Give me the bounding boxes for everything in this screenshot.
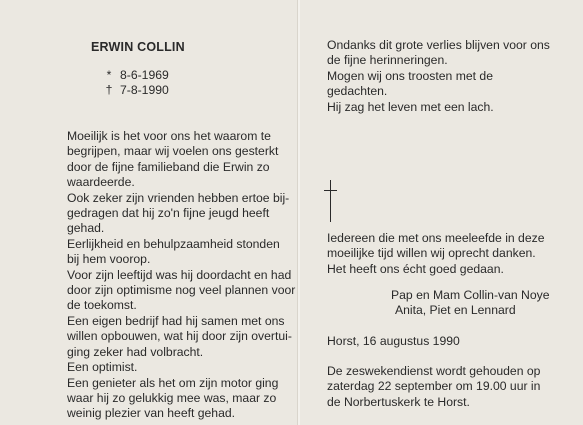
text-line: Iedereen die met ons meeleefde in deze <box>327 231 545 245</box>
text-line: waar hij zo gelukkig mee was, maar zo <box>67 390 277 405</box>
text-line: gedachten. <box>327 84 388 99</box>
text-line: willen opbouwen, wat hij door zijn overtui- <box>67 329 292 344</box>
text-line: door de fijne familieband die Erwin zo <box>67 159 270 174</box>
deceased-name: ERWIN COLLIN <box>91 40 185 54</box>
death-date: 7-8-1990 <box>120 83 169 98</box>
remembrance-text <box>327 38 550 115</box>
fold-highlight <box>298 0 300 425</box>
signature-line-parents: Pap en Mam Collin-van Noye <box>391 288 550 302</box>
text-line: bij hem voorop. <box>67 252 151 267</box>
text-line: moeilijke tijd willen wij oprecht danken. <box>327 246 536 261</box>
text-line: door zijn optimisme nog veel plannen voor <box>67 283 296 298</box>
text-line: begrijpen, maar wij voelen ons gesterkt <box>67 144 279 159</box>
signature-line-siblings: Anita, Piet en Lennard <box>395 303 516 318</box>
death-row <box>104 83 169 98</box>
text-line: Het heeft ons écht goed gedaan. <box>327 261 504 276</box>
text-line: Ondanks dit grote verlies blijven voor ons <box>327 38 550 52</box>
text-line: Eerlijkheid en behulpzaamheid stonden <box>67 236 280 251</box>
text-line: Moeilijk is het voor ons het waarom te <box>67 129 271 143</box>
text-line: weinig plezier van heeft gehad. <box>67 406 236 421</box>
place-date: Horst, 16 augustus 1990 <box>327 334 460 348</box>
cross-icon <box>324 180 338 222</box>
text-line: waardeerde. <box>67 175 135 190</box>
text-line: ging zeker had volbracht. <box>67 344 204 359</box>
text-line: Een eigen bedrijf had hij samen met ons <box>67 313 285 328</box>
text-line: De zeswekendienst wordt gehouden op <box>327 364 541 378</box>
text-line: de Norbertuskerk te Horst. <box>327 394 470 409</box>
death-cross-icon: † <box>105 83 113 98</box>
left-memorial-text <box>67 129 295 422</box>
text-line: Voor zijn leeftijd was hij doordacht en had <box>67 267 292 282</box>
birth-star-icon: * <box>106 68 112 82</box>
text-line: Een genieter als het om zijn motor ging <box>67 375 279 390</box>
text-line: Hij zag het leven met een lach. <box>327 99 494 114</box>
birth-row <box>104 68 169 83</box>
text-line: zaterdag 22 september om 19.00 uur in <box>327 379 541 394</box>
text-line: Een optimist. <box>67 360 138 375</box>
text-line: Ook zeker zijn vrienden hebben ertoe bij- <box>67 190 290 205</box>
text-line: Mogen wij ons troosten met de <box>327 68 493 83</box>
family-signature <box>391 288 550 318</box>
life-dates <box>104 68 169 98</box>
birth-date: 8-6-1969 <box>120 68 169 82</box>
service-announcement <box>327 364 540 410</box>
text-line: gehad. <box>67 221 105 236</box>
thanks-text <box>327 231 545 277</box>
text-line: gedragen dat hij zo'n fijne jeugd heeft <box>67 206 270 221</box>
text-line: de toekomst. <box>67 298 137 313</box>
text-line: de fijne herinneringen. <box>327 53 448 68</box>
